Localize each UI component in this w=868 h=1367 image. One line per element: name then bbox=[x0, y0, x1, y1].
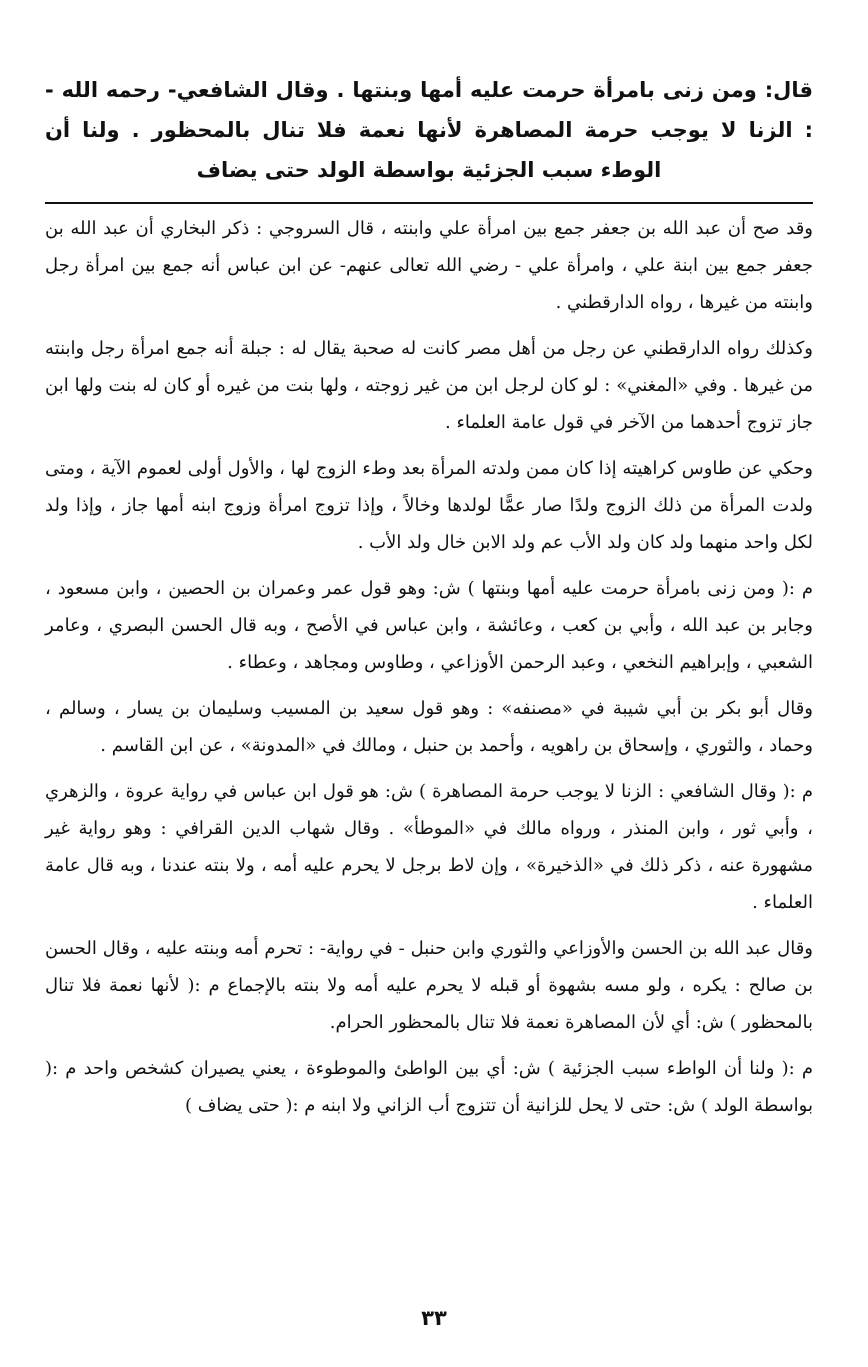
commentary-paragraph: وقد صح أن عبد الله بن جعفر جمع بين امرأة علي وابنته ، قال السروجي : ذكر البخاري أن عبد الله بن جعفر جمع بين ابنة علي ، وامرأة علي - رضي الله تعالى عنهم- عن ابن عباس أنه جمع بين امرأة رجل وابنته من غيرها ، رواه الدارقطني . bbox=[45, 218, 813, 313]
page-number: ٣٣ bbox=[421, 1306, 447, 1330]
commentary-paragraph: وحكي عن طاوس كراهيته إذا كان ممن ولدته المرأة بعد وطء الزوج لها ، والأول أولى لعموم الآية ، ومتى ولدت المرأة من ذلك الزوج ولدًا صار عمًّا لولدها وخالاً ، وإذا تزوج امرأة وزوج ابنه أمها جاز ، وإذا ولد لكل واحد منهما ولد كان ولد الأب عم ولد الابن خال ولد الأب . bbox=[45, 458, 813, 553]
commentary-paragraph: م :( ومن زنى بامرأة حرمت عليه أمها وبنتها ) ش: وهو قول عمر وعمران بن الحصين ، وابن مسعود ، وجابر بن عبد الله ، وأبي بن كعب ، وعائشة ، وابن عباس في الأصح ، وبه قال الحسن البصري ، وعامر الشعبي ، وإبراهيم النخعي ، وعبد الرحمن الأوزاعي ، وطاوس ومجاهد ، وعطاء . bbox=[45, 578, 813, 673]
commentary-paragraph: وقال عبد الله بن الحسن والأوزاعي والثوري وابن حنبل - في رواية- : تحرم أمه وبنته عليه ، وقال الحسن بن صالح : يكره ، ولو مسه بشهوة أو قبله لا يحرم عليه أمه ولا بنته بالإجماع م :( لأنها نعمة فلا تنال بالمحظور ) ش: أي لأن المصاهرة نعمة فلا تنال بالمحظور الحرام. bbox=[45, 938, 813, 1033]
commentary-paragraph: م :( وقال الشافعي : الزنا لا يوجب حرمة المصاهرة ) ش: هو قول ابن عباس في رواية عروة ، والزهري ، وأبي ثور ، وابن المنذر ، ورواه مالك في «الموطأ» . وقال شهاب الدين القرافي : وهو رواية غير مشهورة عنه ، ذكر ذلك في «الذخيرة» ، وإن لاط برجل لا يحرم عليه أمه ، ولا بنته عندنا ، وبه قال عامة العلماء . bbox=[45, 781, 813, 913]
divider-line bbox=[45, 202, 813, 204]
commentary-paragraph: وكذلك رواه الدارقطني عن رجل من أهل مصر كانت له صحبة يقال له : جبلة أنه جمع امرأة رجل وابنته من غيرها . وفي «المغني» : لو كان لرجل ابن من غير زوجته ، ولها بنت من غيره أو كان له بنت ولها ابن جاز تزوج أحدهما من الآخر في قول عامة العلماء . bbox=[45, 338, 813, 433]
commentary-paragraph: وقال أبو بكر بن أبي شيبة في «مصنفه» : وهو قول سعيد بن المسيب وسليمان بن يسار ، وسالم ، وحماد ، والثوري ، وإسحاق بن راهويه ، وأحمد بن حنبل ، ومالك في «المدونة» ، عن ابن القاسم . bbox=[45, 698, 813, 756]
main-text: قال: ومن زنى بامرأة حرمت عليه أمها وبنتها . وقال الشافعي- رحمه الله - : الزنا لا يوجب حرمة المصاهرة لأنها نعمة فلا تنال بالمحظور . ولنا أن الوطء سبب الجزئية بواسطة الولد حتى يضاف bbox=[45, 78, 813, 182]
commentary-section bbox=[45, 210, 813, 1124]
commentary-paragraph: م :( ولنا أن الواطء سبب الجزئية ) ش: أي بين الواطئ والموطوءة ، يعني يصيران كشخص واحد م :( بواسطة الولد ) ش: حتى لا يحل للزانية أن تتزوج أب الزاني ولا ابنه م :( حتى يضاف ) bbox=[45, 1058, 813, 1116]
